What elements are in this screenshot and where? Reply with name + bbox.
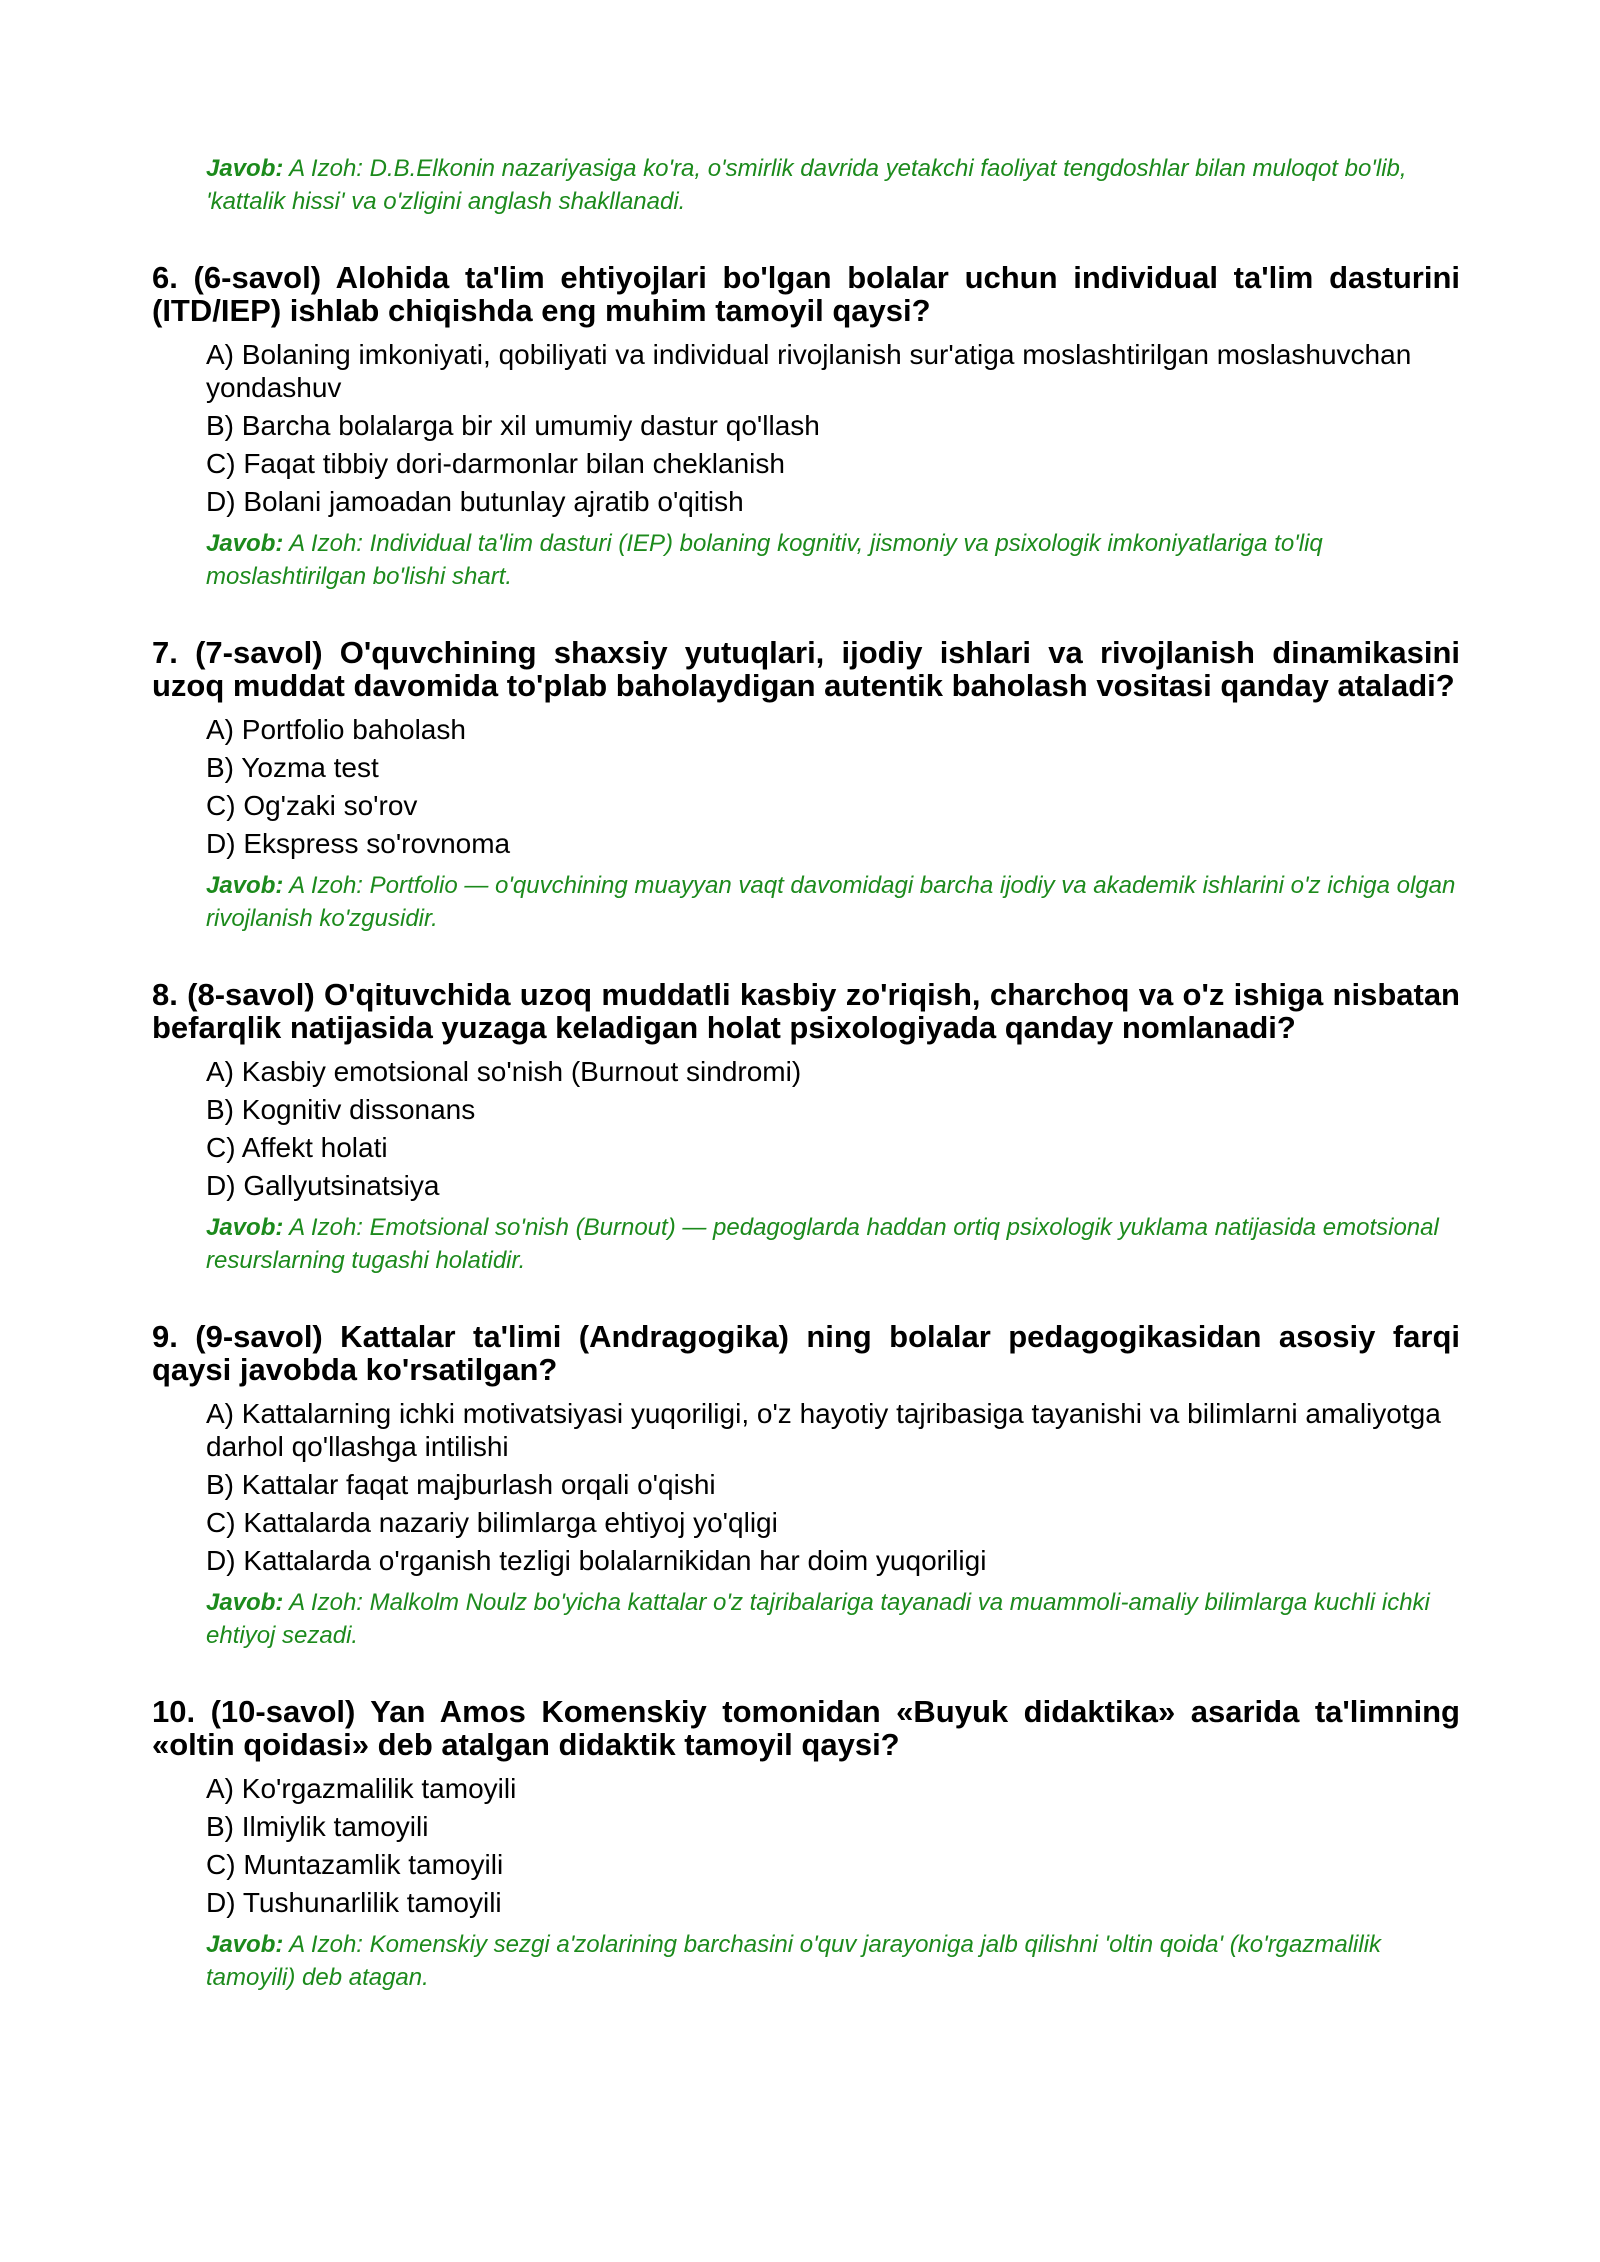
answer-explanation xyxy=(152,1928,1460,1994)
option-c: C) Affekt holati xyxy=(206,1132,388,1163)
options-list xyxy=(152,338,1460,518)
question-9 xyxy=(152,1320,1460,1652)
question-title: 7. (7-savol) O'quvchining shaxsiy yutuqlari, ijodiy ishlari va rivojlanish dinamikasini uzoq muddat davomida to'plab baholaydigan autentik baholash vositasi qanday ataladi? xyxy=(152,635,1460,703)
option-a: A) Portfolio baholash xyxy=(206,714,466,745)
answer-text: A Izoh: Individual ta'lim dasturi (IEP) bolaning kognitiv, jismoniy va psixologik imkoniyatlariga to'liq moslashtirilgan bo'lishi shart. xyxy=(206,530,1323,590)
options-list xyxy=(152,1772,1460,1919)
answer-explanation xyxy=(152,1211,1460,1277)
option-a: A) Ko'rgazmalilik tamoyili xyxy=(206,1773,517,1804)
option-d: D) Kattalarda o'rganish tezligi bolalarnikidan har doim yuqoriligi xyxy=(206,1545,987,1576)
option-c: C) Og'zaki so'rov xyxy=(206,790,418,821)
options-list xyxy=(152,713,1460,860)
answer-text: A Izoh: Malkolm Noulz bo'yicha kattalar o'z tajribalariga tayanadi va muammoli-amaliy bilimlarga kuchli ichki ehtiyoj sezadi. xyxy=(206,1589,1430,1649)
option-d: D) Gallyutsinatsiya xyxy=(206,1170,440,1201)
answer-explanation xyxy=(152,869,1460,935)
option-b: B) Barcha bolalarga bir xil umumiy dastur qo'llash xyxy=(206,410,820,441)
option-d: D) Ekspress so'rovnoma xyxy=(206,828,511,859)
answer-label: Javob: xyxy=(206,872,284,899)
option-a: A) Kasbiy emotsional so'nish (Burnout sindromi) xyxy=(206,1056,802,1087)
question-title: 10. (10-savol) Yan Amos Komenskiy tomonidan «Buyuk didaktika» asarida ta'limning «oltin qoidasi» deb atalgan didaktik tamoyil qaysi? xyxy=(152,1694,1460,1762)
intro-answer xyxy=(152,152,1460,218)
question-6 xyxy=(152,261,1460,593)
answer-label: Javob: xyxy=(206,1589,284,1616)
answer-text: A Izoh: D.B.Elkonin nazariyasiga ko'ra, o'smirlik davrida yetakchi faoliyat tengdoshlar bilan muloqot bo'lib, 'kattalik hissi' va o'zligini anglash shakllanadi. xyxy=(206,155,1407,215)
option-b: B) Kognitiv dissonans xyxy=(206,1094,476,1125)
question-7 xyxy=(152,636,1460,935)
options-list xyxy=(152,1397,1460,1577)
answer-text: A Izoh: Emotsional so'nish (Burnout) — pedagoglarda haddan ortiq psixologik yuklama natijasida emotsional resurslarning tugashi holatidir. xyxy=(206,1214,1439,1274)
option-c: C) Muntazamlik tamoyili xyxy=(206,1849,504,1880)
option-c: C) Kattalarda nazariy bilimlarga ehtiyoj yo'qligi xyxy=(206,1507,778,1538)
option-b: B) Yozma test xyxy=(206,752,379,783)
question-title: 9. (9-savol) Kattalar ta'limi (Andragogika) ning bolalar pedagogikasidan asosiy farqi qaysi javobda ko'rsatilgan? xyxy=(152,1319,1460,1387)
answer-label: Javob: xyxy=(206,155,284,182)
answer-label: Javob: xyxy=(206,1931,284,1958)
option-b: B) Kattalar faqat majburlash orqali o'qishi xyxy=(206,1469,716,1500)
option-d: D) Bolani jamoadan butunlay ajratib o'qitish xyxy=(206,486,744,517)
answer-text: A Izoh: Portfolio — o'quvchining muayyan vaqt davomidagi barcha ijodiy va akademik ishlarini o'z ichiga olgan rivojlanish ko'zgusidir. xyxy=(206,872,1456,932)
options-list xyxy=(152,1055,1460,1202)
answer-label: Javob: xyxy=(206,530,284,557)
question-10 xyxy=(152,1695,1460,1994)
question-8 xyxy=(152,978,1460,1277)
answer-text: A Izoh: Komenskiy sezgi a'zolarining barchasini o'quv jarayoniga jalb qilishni 'oltin qoida' (ko'rgazmalilik tamoyili) deb atagan. xyxy=(206,1931,1382,1991)
question-title: 6. (6-savol) Alohida ta'lim ehtiyojlari bo'lgan bolalar uchun individual ta'lim dasturini (ITD/IEP) ishlab chiqishda eng muhim tamoyil qaysi? xyxy=(152,260,1460,328)
question-title: 8. (8-savol) O'qituvchida uzoq muddatli kasbiy zo'riqish, charchoq va o'z ishiga nisbatan befarqlik natijasida yuzaga keladigan holat psixologiyada qanday nomlanadi? xyxy=(152,977,1460,1045)
option-c: C) Faqat tibbiy dori-darmonlar bilan cheklanish xyxy=(206,448,785,479)
option-d: D) Tushunarlilik tamoyili xyxy=(206,1887,502,1918)
option-b: B) Ilmiylik tamoyili xyxy=(206,1811,429,1842)
document-page xyxy=(152,152,1460,1994)
option-a: A) Bolaning imkoniyati, qobiliyati va individual rivojlanish sur'atiga moslashtirilgan moslashuvchan yondashuv xyxy=(206,339,1412,403)
answer-label: Javob: xyxy=(206,1214,284,1241)
answer-explanation xyxy=(152,1586,1460,1652)
answer-explanation xyxy=(152,527,1460,593)
option-a: A) Kattalarning ichki motivatsiyasi yuqoriligi, o'z hayotiy tajribasiga tayanishi va bilimlarni amaliyotga darhol qo'llashga intilishi xyxy=(206,1398,1441,1462)
